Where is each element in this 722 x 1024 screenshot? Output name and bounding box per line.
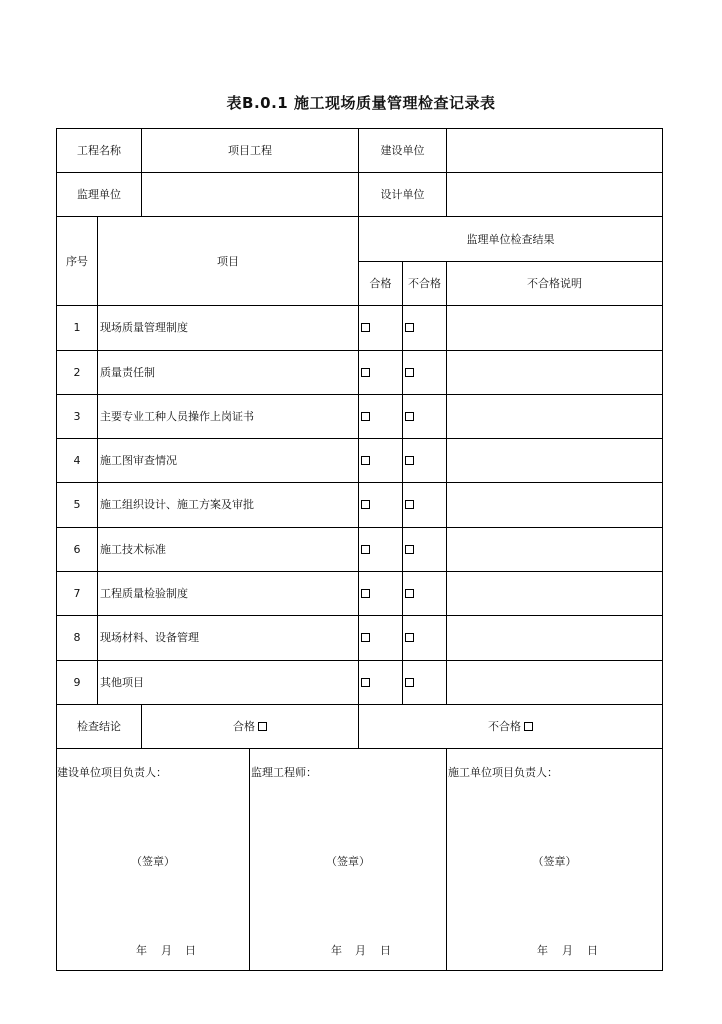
row-item: 主要专业工种人员操作上岗证书 — [100, 410, 254, 423]
row-item: 施工组织设计、施工方案及审批 — [100, 498, 254, 511]
fail-checkbox[interactable] — [405, 500, 414, 509]
fail-checkbox[interactable] — [405, 323, 414, 332]
pass-checkbox-cell[interactable] — [359, 528, 402, 571]
pass-checkbox-cell[interactable] — [359, 616, 402, 659]
fail-checkbox-cell[interactable] — [403, 351, 446, 394]
conclusion-pass-checkbox[interactable] — [258, 722, 267, 731]
signature-month: 月 — [355, 944, 366, 957]
conclusion-fail[interactable] — [359, 705, 662, 748]
rule — [56, 748, 663, 749]
fail-checkbox-cell[interactable] — [403, 661, 446, 704]
conclusion-fail-checkbox[interactable] — [524, 722, 533, 731]
border-bottom — [56, 970, 663, 971]
signature-day: 日 — [587, 944, 598, 957]
supervision-unit-label: 监理单位 — [77, 188, 121, 201]
fail-checkbox[interactable] — [405, 633, 414, 642]
row-number: 1 — [73, 321, 81, 334]
pass-checkbox[interactable] — [361, 500, 370, 509]
row-item: 施工图审查情况 — [100, 454, 177, 467]
project-name-value[interactable]: 项目工程 — [228, 144, 272, 157]
column-item: 项目 — [217, 254, 239, 268]
pass-checkbox[interactable] — [361, 545, 370, 554]
pass-checkbox[interactable] — [361, 589, 370, 598]
pass-checkbox[interactable] — [361, 412, 370, 421]
column-result-group: 监理单位检查结果 — [466, 232, 555, 246]
fail-checkbox[interactable] — [405, 368, 414, 377]
row-number: 7 — [73, 587, 81, 600]
conclusion-fail-label: 不合格 — [488, 720, 521, 733]
fail-checkbox-cell[interactable] — [403, 483, 446, 526]
design-unit-label: 设计单位 — [380, 188, 425, 201]
row-number: 2 — [73, 366, 81, 379]
pass-checkbox-cell[interactable] — [359, 439, 402, 482]
fail-checkbox[interactable] — [405, 456, 414, 465]
column-fail: 不合格 — [408, 277, 441, 290]
fail-note-cell[interactable] — [447, 616, 662, 659]
pass-checkbox[interactable] — [361, 368, 370, 377]
signature-role: 监理工程师： — [251, 766, 317, 779]
signature-seal: （签章） — [131, 855, 175, 868]
page-title: 表B.0.1 施工现场质量管理检查记录表 — [226, 94, 496, 112]
pass-checkbox-cell[interactable] — [359, 572, 402, 615]
fail-note-cell[interactable] — [447, 528, 662, 571]
signature-month: 月 — [562, 944, 573, 957]
signature-year: 年 — [331, 944, 342, 957]
row-number: 3 — [73, 410, 81, 423]
fail-checkbox-cell[interactable] — [403, 439, 446, 482]
border-right — [662, 128, 663, 971]
fail-checkbox-cell[interactable] — [403, 395, 446, 438]
project-name-label: 工程名称 — [77, 144, 121, 157]
construction-unit-value[interactable] — [447, 129, 662, 172]
design-unit-value[interactable] — [447, 173, 662, 216]
fail-checkbox-cell[interactable] — [403, 306, 446, 349]
pass-checkbox-cell[interactable] — [359, 483, 402, 526]
signature-year: 年 — [136, 944, 147, 957]
signature-role: 施工单位项目负责人： — [448, 766, 558, 779]
row-number: 6 — [73, 543, 81, 556]
signature-day: 日 — [185, 944, 196, 957]
fail-checkbox[interactable] — [405, 678, 414, 687]
signature-year: 年 — [537, 944, 548, 957]
fail-checkbox[interactable] — [405, 412, 414, 421]
supervision-unit-value[interactable] — [142, 173, 358, 216]
fail-note-cell[interactable] — [447, 572, 662, 615]
row-item: 现场材料、设备管理 — [100, 631, 199, 644]
column-seq: 序号 — [66, 254, 88, 268]
fail-note-cell[interactable] — [447, 661, 662, 704]
row-number: 4 — [73, 454, 81, 467]
fail-note-cell[interactable] — [447, 351, 662, 394]
pass-checkbox[interactable] — [361, 633, 370, 642]
fail-note-cell[interactable] — [447, 306, 662, 349]
row-number: 5 — [73, 498, 81, 511]
row-item: 工程质量检验制度 — [100, 587, 188, 600]
column-fail-note: 不合格说明 — [527, 277, 582, 290]
fail-note-cell[interactable] — [447, 439, 662, 482]
row-item: 其他项目 — [100, 676, 144, 689]
construction-unit-label: 建设单位 — [380, 144, 425, 157]
pass-checkbox[interactable] — [361, 456, 370, 465]
pass-checkbox-cell[interactable] — [359, 661, 402, 704]
column-pass: 合格 — [369, 277, 392, 290]
row-item: 现场质量管理制度 — [100, 321, 188, 334]
signature-role: 建设单位项目负责人： — [57, 766, 167, 779]
row-number: 8 — [73, 631, 81, 644]
fail-checkbox-cell[interactable] — [403, 572, 446, 615]
row-item: 施工技术标准 — [100, 543, 166, 556]
signature-month: 月 — [161, 944, 172, 957]
row-item: 质量责任制 — [100, 366, 155, 379]
fail-checkbox-cell[interactable] — [403, 528, 446, 571]
fail-checkbox[interactable] — [405, 589, 414, 598]
pass-checkbox[interactable] — [361, 323, 370, 332]
signature-seal: （签章） — [532, 855, 577, 868]
conclusion-pass-label: 合格 — [233, 720, 255, 733]
pass-checkbox-cell[interactable] — [359, 395, 402, 438]
signature-seal: （签章） — [326, 855, 370, 868]
conclusion-pass[interactable] — [142, 705, 358, 748]
conclusion-label: 检查结论 — [77, 720, 121, 733]
fail-checkbox-cell[interactable] — [403, 616, 446, 659]
pass-checkbox-cell[interactable] — [359, 306, 402, 349]
pass-checkbox[interactable] — [361, 678, 370, 687]
signature-day: 日 — [380, 944, 391, 957]
pass-checkbox-cell[interactable] — [359, 351, 402, 394]
fail-note-cell[interactable] — [447, 395, 662, 438]
fail-note-cell[interactable] — [447, 483, 662, 526]
row-number: 9 — [73, 676, 81, 689]
fail-checkbox[interactable] — [405, 545, 414, 554]
